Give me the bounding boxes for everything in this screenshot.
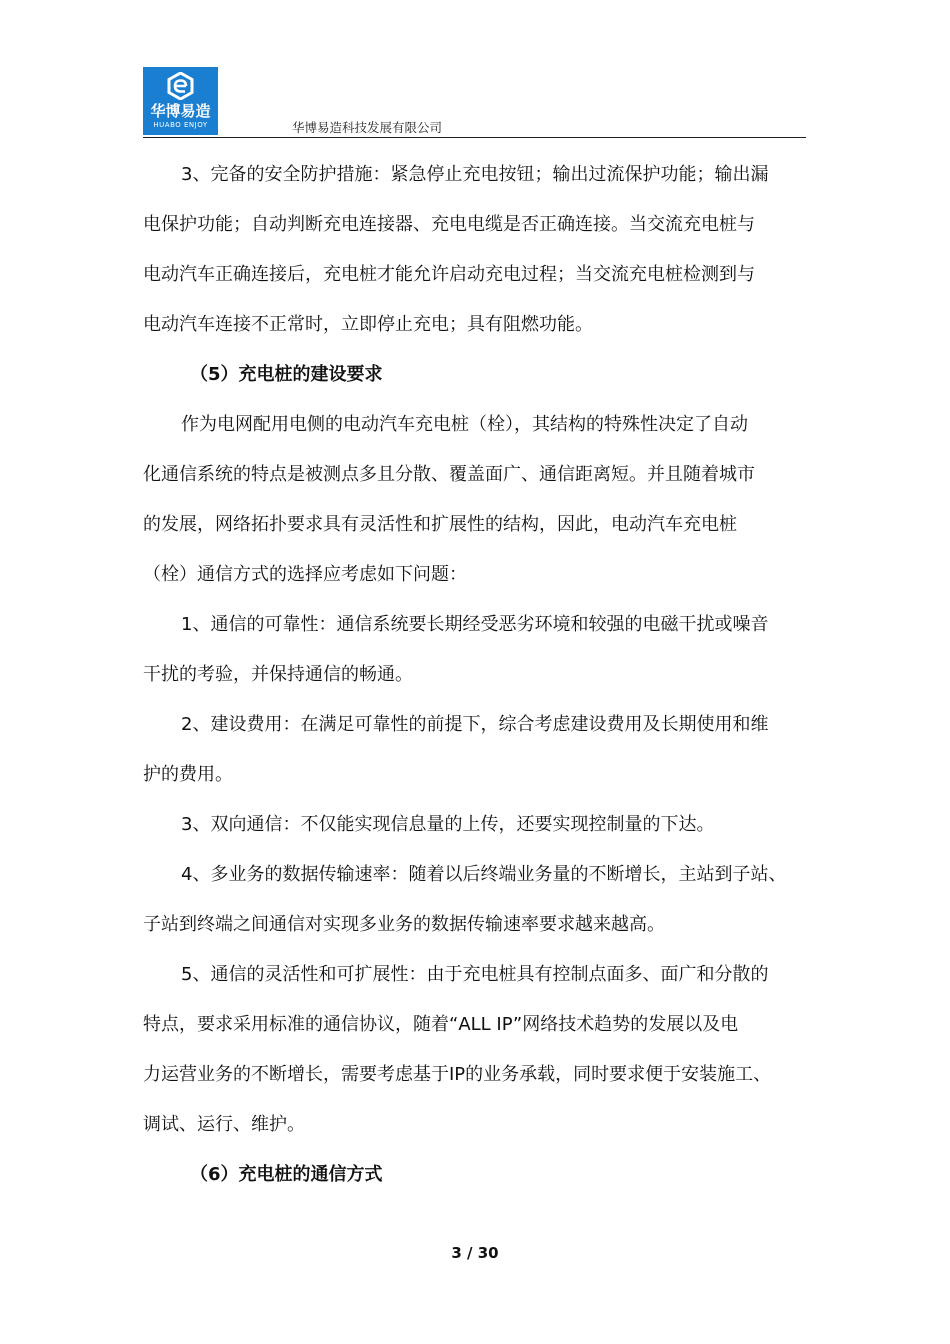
text-line: 3、双向通信：不仅能实现信息量的上传，还要实现控制量的下达。 [181,814,715,835]
text-line: 调试、运行、维护。 [143,1114,305,1135]
text-line: 电保护功能；自动判断充电连接器、充电电缆是否正确连接。当交流充电桩与 [143,214,755,235]
text-line: 4、多业务的数据传输速率：随着以后终端业务量的不断增长，主站到子站、 [181,864,787,885]
text-line: 的发展，网络拓扑要求具有灵活性和扩展性的结构，因此，电动汽车充电桩 [143,514,737,535]
text-line: 1、通信的可靠性：通信系统要长期经受恶劣环境和较强的电磁干扰或噪音 [181,614,769,635]
text-line: 化通信系统的特点是被测点多且分散、覆盖面广、通信距离短。并且随着城市 [143,464,755,485]
section-heading: （6）充电桩的通信方式 [190,1164,383,1185]
text-line: （栓）通信方式的选择应考虑如下问题： [143,564,467,585]
section-heading: （5）充电桩的建设要求 [190,364,383,385]
logo-chinese-name: 华博易造 [150,102,211,120]
text-line: 3、完备的安全防护措施：紧急停止充电按钮；输出过流保护功能；输出漏 [181,164,769,185]
text-line: 护的费用。 [143,764,233,785]
text-line: 2、建设费用：在满足可靠性的前提下，综合考虑建设费用及长期使用和维 [181,714,769,735]
text-line: 作为电网配用电侧的电动汽车充电桩（栓），其结构的特殊性决定了自动 [181,414,748,435]
text-line: 电动汽车正确连接后，充电桩才能允许启动充电过程；当交流充电桩检测到与 [143,264,755,285]
text-line: 特点，要求采用标准的通信协议，随着“ALL IP”网络技术趋势的发展以及电 [143,1014,739,1035]
company-logo [143,67,218,135]
company-name: 华博易造科技发展有限公司 [292,120,443,135]
text-line: 5、通信的灵活性和可扩展性：由于充电桩具有控制点面多、面广和分散的 [181,964,769,985]
text-line: 电动汽车连接不正常时，立即停止充电；具有阻燃功能。 [143,314,593,335]
page-number: 3 / 30 [451,1244,499,1262]
document-body [143,150,808,1200]
text-line: 干扰的考验，并保持通信的畅通。 [143,664,413,685]
header-divider [143,137,806,138]
text-line: 力运营业务的不断增长，需要考虑基于IP的业务承载，同时要求便于安装施工、 [143,1064,772,1085]
text-line: 子站到终端之间通信对实现多业务的数据传输速率要求越来越高。 [143,914,665,935]
logo-e-icon [167,72,194,100]
logo-english-name: HUABO ENJOY [153,121,208,129]
